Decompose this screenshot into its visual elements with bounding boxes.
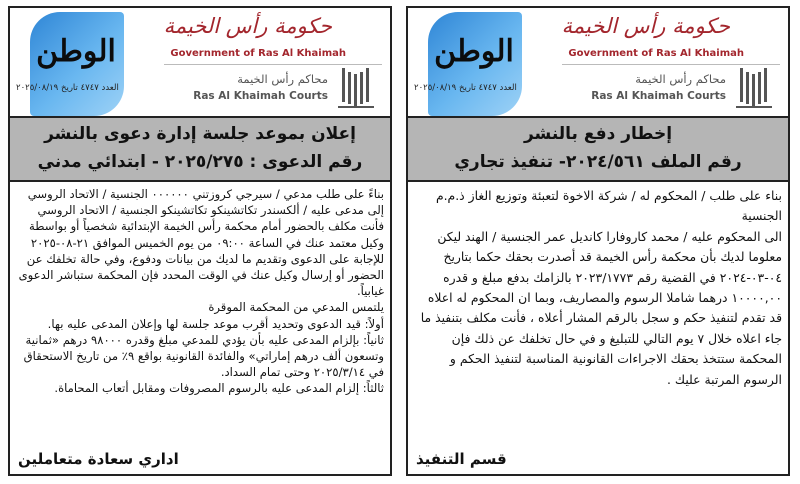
body-paragraph: بناء على طلب / المحكوم له / شركة الاخوة لتعبئة وتوزيع الغاز ذ.م.م الجنسية: [435, 188, 782, 224]
government-name-arabic: حكومة رأس الخيمة: [163, 14, 332, 38]
issuing-department: اداري سعادة متعاملين: [18, 450, 179, 468]
body-paragraph: ثالثاً: إلزام المدعى عليه بالرسوم المصروفات ومقابل أتعاب المحاماة.: [54, 381, 384, 396]
body-paragraph: إلى مدعى عليه / ألكسندر تكاتشينكو تكاتشينكو الجنسية / الاتحاد الروسي: [37, 203, 384, 218]
issue-date: العدد ٤٧٤٧ تاريخ ٢٠٢٥/٠٨/١٩: [414, 83, 517, 93]
notice-header: [408, 8, 788, 116]
government-name-english: Government of Ras Al Khaimah: [568, 48, 744, 59]
courts-pillars-logo: [338, 68, 378, 110]
notice-body: [414, 186, 782, 390]
case-number: رقم الدعوى : ٢٠٢٥/٢٧٥ - ابتدائي مدني: [37, 152, 363, 172]
notice-case-management-hearing: [8, 6, 392, 476]
body-paragraph: الى المحكوم عليه / محمد كاروفارا كانديل عمر الجنسية / الهند ليكن معلوما لديك بأن محكمة رأس الخيمة قد أصدرت بحقك حكما بتاريخ ٠٤-٠٣-٢٠٢٤ في القضية رقم ٢٠٢٣/١٧٧٣ بالزامك بدفع مبلغ و قدره ١٠٠٠٠,٠٠ درهما شاملا الرسوم والمصاريف، وبما ان المحكوم له اعلاه قد تقدم لتنفيذ حكم و سجل بالرقم المشار أعلاه ، فأنت مكلف بتنفيذ ما جاء اعلاه خلال ٧ يوم التالي للتبليغ و في حال تخلفك عن ذلك فإن المحكمة ستتخذ بحقك الاجراءات القانونية المناسبة لتنفيذ الحكم و الرسوم المرتبة عليك .: [420, 228, 782, 387]
government-name-english: Government of Ras Al Khaimah: [170, 48, 346, 59]
notice-header: [10, 8, 390, 116]
header-divider: [562, 64, 780, 65]
government-name-arabic: حكومة رأس الخيمة: [561, 14, 730, 38]
body-paragraph: فأنت مكلف بالحضور أمام محكمة رأس الخيمة الإبتدائية شخصياً أو بواسطة وكيل معتمد عنك في الساعة ٠٩:٠٠ من يوم الخميس الموافق ٢١-٠٨-٢٠٢٥ للإجابة على الدعوى وتقديم ما لديك من بيانات ودفوع، وفي حالة تخلفك عن الحضور أو إرسال وكيل عنك في الوقت المحدد فإن المحكمة ستباشر الدعوى غيابياً.: [18, 219, 384, 299]
courts-name-english: Ras Al Khaimah Courts: [193, 90, 328, 102]
notice-title: إعلان بموعد جلسة إدارة دعوى بالنشر: [44, 124, 356, 144]
body-paragraph: بناءً على طلب مدعي / سيرجي كروزتني ٠٠٠٠٠٠ الجنسية / الاتحاد الروسي: [27, 187, 384, 201]
notice-body: [16, 186, 384, 397]
body-paragraph: أولاً: قيد الدعوى وتحديد أقرب موعد جلسة لها وإعلان المدعى عليه بها.: [47, 316, 384, 331]
header-divider: [164, 64, 382, 65]
notice-title-bar: [408, 116, 788, 182]
notice-payment-notification: [406, 6, 790, 476]
issuing-department: قسم التنفيذ: [416, 450, 507, 468]
body-paragraph: ثانياً: بإلزام المدعى عليه بأن يؤدي للمدعي مبلغ وقدره ٩٨٠٠٠ درهم «ثمانية وتسعون ألف درهم إماراتي» والفائدة القانونية بواقع ٩٪ من تاريخ الاستحقاق في ٢٠٢٥/٣/١٤ وحتى تمام السداد.: [23, 332, 384, 380]
courts-name-arabic: محاكم رأس الخيمة: [635, 72, 726, 86]
body-paragraph: يلتمس المدعي من المحكمة الموقرة: [208, 300, 384, 315]
notice-title: إخطار دفع بالنشر: [523, 124, 673, 144]
courts-name-arabic: محاكم رأس الخيمة: [237, 72, 328, 86]
issue-date: العدد ٤٧٤٧ تاريخ ٢٠٢٥/٠٨/١٩: [16, 83, 119, 93]
courts-name-english: Ras Al Khaimah Courts: [591, 90, 726, 102]
newspaper-name: الوطن: [36, 34, 116, 69]
notice-title-bar: [10, 116, 390, 182]
courts-pillars-logo: [736, 68, 776, 110]
newspaper-name: الوطن: [434, 34, 514, 69]
file-number: رقم الملف ٢٠٢٤/٥٦١- تنفيذ تجاري: [454, 152, 742, 172]
